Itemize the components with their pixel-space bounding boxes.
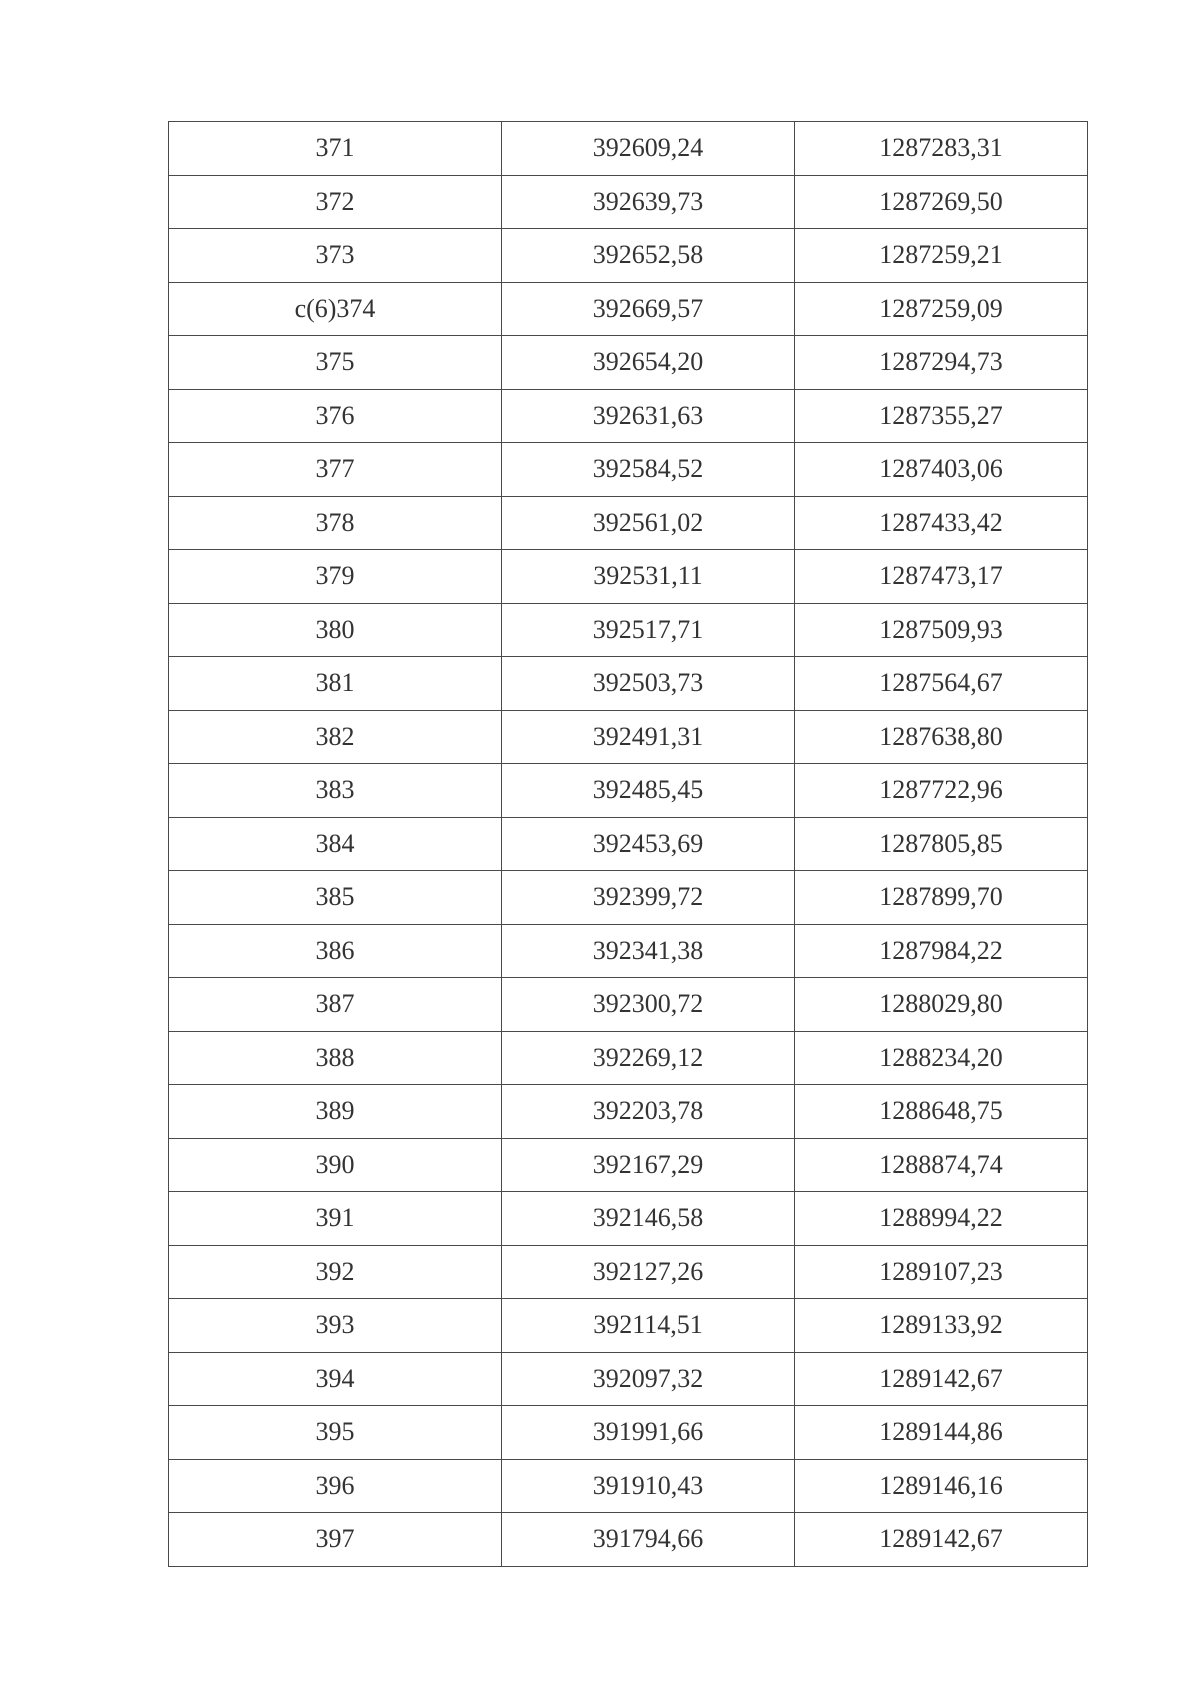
point-number-cell: 386 xyxy=(169,924,502,978)
x-coordinate-cell: 392300,72 xyxy=(502,978,795,1032)
x-coordinate-cell: 392203,78 xyxy=(502,1085,795,1139)
point-number-cell: 391 xyxy=(169,1192,502,1246)
point-number-cell: 371 xyxy=(169,122,502,176)
point-number-cell: 389 xyxy=(169,1085,502,1139)
y-coordinate-cell: 1289107,23 xyxy=(795,1245,1088,1299)
point-number-cell: 392 xyxy=(169,1245,502,1299)
x-coordinate-cell: 391794,66 xyxy=(502,1513,795,1567)
table-row xyxy=(169,710,1088,764)
table-row xyxy=(169,1513,1088,1567)
coordinates-table xyxy=(168,121,1088,1567)
point-number-cell: 395 xyxy=(169,1406,502,1460)
table-row xyxy=(169,817,1088,871)
x-coordinate-cell: 392561,02 xyxy=(502,496,795,550)
table-row xyxy=(169,122,1088,176)
y-coordinate-cell: 1287283,31 xyxy=(795,122,1088,176)
x-coordinate-cell: 392491,31 xyxy=(502,710,795,764)
y-coordinate-cell: 1289146,16 xyxy=(795,1459,1088,1513)
table-row xyxy=(169,1031,1088,1085)
table-row xyxy=(169,496,1088,550)
point-number-cell: 396 xyxy=(169,1459,502,1513)
x-coordinate-cell: 392609,24 xyxy=(502,122,795,176)
x-coordinate-cell: 391991,66 xyxy=(502,1406,795,1460)
x-coordinate-cell: 392669,57 xyxy=(502,282,795,336)
x-coordinate-cell: 392639,73 xyxy=(502,175,795,229)
x-coordinate-cell: 392453,69 xyxy=(502,817,795,871)
point-number-cell: 377 xyxy=(169,443,502,497)
table-row xyxy=(169,1085,1088,1139)
x-coordinate-cell: 391910,43 xyxy=(502,1459,795,1513)
point-number-cell: с(6)374 xyxy=(169,282,502,336)
table-row xyxy=(169,603,1088,657)
coordinates-table-body xyxy=(169,122,1088,1567)
x-coordinate-cell: 392114,51 xyxy=(502,1299,795,1353)
x-coordinate-cell: 392517,71 xyxy=(502,603,795,657)
x-coordinate-cell: 392269,12 xyxy=(502,1031,795,1085)
table-row xyxy=(169,443,1088,497)
table-row xyxy=(169,978,1088,1032)
x-coordinate-cell: 392503,73 xyxy=(502,657,795,711)
y-coordinate-cell: 1288029,80 xyxy=(795,978,1088,1032)
table-row xyxy=(169,1192,1088,1246)
y-coordinate-cell: 1287722,96 xyxy=(795,764,1088,818)
point-number-cell: 376 xyxy=(169,389,502,443)
y-coordinate-cell: 1287259,21 xyxy=(795,229,1088,283)
table-row xyxy=(169,1352,1088,1406)
table-row xyxy=(169,550,1088,604)
point-number-cell: 373 xyxy=(169,229,502,283)
x-coordinate-cell: 392654,20 xyxy=(502,336,795,390)
x-coordinate-cell: 392167,29 xyxy=(502,1138,795,1192)
x-coordinate-cell: 392399,72 xyxy=(502,871,795,925)
y-coordinate-cell: 1287984,22 xyxy=(795,924,1088,978)
x-coordinate-cell: 392584,52 xyxy=(502,443,795,497)
point-number-cell: 381 xyxy=(169,657,502,711)
point-number-cell: 397 xyxy=(169,1513,502,1567)
point-number-cell: 393 xyxy=(169,1299,502,1353)
x-coordinate-cell: 392652,58 xyxy=(502,229,795,283)
y-coordinate-cell: 1289144,86 xyxy=(795,1406,1088,1460)
point-number-cell: 378 xyxy=(169,496,502,550)
y-coordinate-cell: 1289142,67 xyxy=(795,1513,1088,1567)
table-row xyxy=(169,1299,1088,1353)
y-coordinate-cell: 1287433,42 xyxy=(795,496,1088,550)
table-row xyxy=(169,1406,1088,1460)
y-coordinate-cell: 1287355,27 xyxy=(795,389,1088,443)
table-row xyxy=(169,282,1088,336)
y-coordinate-cell: 1288874,74 xyxy=(795,1138,1088,1192)
x-coordinate-cell: 392485,45 xyxy=(502,764,795,818)
point-number-cell: 394 xyxy=(169,1352,502,1406)
y-coordinate-cell: 1287899,70 xyxy=(795,871,1088,925)
y-coordinate-cell: 1287473,17 xyxy=(795,550,1088,604)
table-row xyxy=(169,1138,1088,1192)
point-number-cell: 384 xyxy=(169,817,502,871)
y-coordinate-cell: 1288234,20 xyxy=(795,1031,1088,1085)
y-coordinate-cell: 1287294,73 xyxy=(795,336,1088,390)
y-coordinate-cell: 1287269,50 xyxy=(795,175,1088,229)
point-number-cell: 372 xyxy=(169,175,502,229)
x-coordinate-cell: 392146,58 xyxy=(502,1192,795,1246)
table-row xyxy=(169,871,1088,925)
y-coordinate-cell: 1288648,75 xyxy=(795,1085,1088,1139)
table-row xyxy=(169,336,1088,390)
y-coordinate-cell: 1287509,93 xyxy=(795,603,1088,657)
y-coordinate-cell: 1287403,06 xyxy=(795,443,1088,497)
point-number-cell: 387 xyxy=(169,978,502,1032)
table-row xyxy=(169,1245,1088,1299)
y-coordinate-cell: 1287259,09 xyxy=(795,282,1088,336)
y-coordinate-cell: 1289142,67 xyxy=(795,1352,1088,1406)
x-coordinate-cell: 392097,32 xyxy=(502,1352,795,1406)
y-coordinate-cell: 1287638,80 xyxy=(795,710,1088,764)
point-number-cell: 390 xyxy=(169,1138,502,1192)
point-number-cell: 383 xyxy=(169,764,502,818)
point-number-cell: 382 xyxy=(169,710,502,764)
table-row xyxy=(169,657,1088,711)
point-number-cell: 385 xyxy=(169,871,502,925)
point-number-cell: 375 xyxy=(169,336,502,390)
y-coordinate-cell: 1287564,67 xyxy=(795,657,1088,711)
x-coordinate-cell: 392127,26 xyxy=(502,1245,795,1299)
y-coordinate-cell: 1289133,92 xyxy=(795,1299,1088,1353)
table-row xyxy=(169,924,1088,978)
y-coordinate-cell: 1288994,22 xyxy=(795,1192,1088,1246)
x-coordinate-cell: 392531,11 xyxy=(502,550,795,604)
table-row xyxy=(169,764,1088,818)
point-number-cell: 380 xyxy=(169,603,502,657)
table-row xyxy=(169,175,1088,229)
x-coordinate-cell: 392341,38 xyxy=(502,924,795,978)
x-coordinate-cell: 392631,63 xyxy=(502,389,795,443)
table-row xyxy=(169,1459,1088,1513)
table-row xyxy=(169,389,1088,443)
table-row xyxy=(169,229,1088,283)
point-number-cell: 379 xyxy=(169,550,502,604)
point-number-cell: 388 xyxy=(169,1031,502,1085)
y-coordinate-cell: 1287805,85 xyxy=(795,817,1088,871)
